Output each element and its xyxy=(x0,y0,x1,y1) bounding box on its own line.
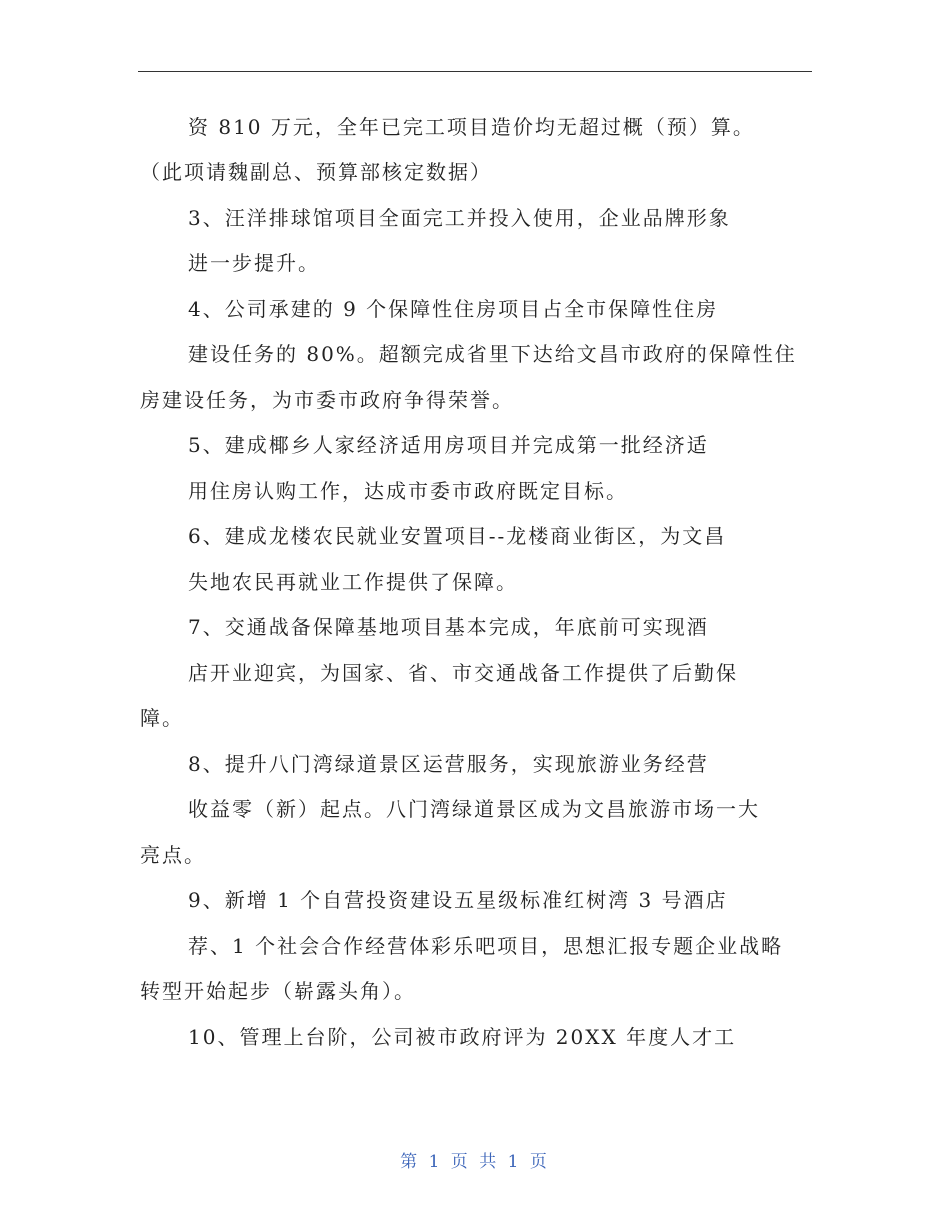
text-line: 用住房认购工作，达成市委市政府既定目标。 xyxy=(188,479,628,503)
text-line: 失地农民再就业工作提供了保障。 xyxy=(188,570,518,594)
header-rule xyxy=(138,71,812,72)
text-line: （此项请魏副总、预算部核定数据） xyxy=(140,160,492,184)
text-line: 建设任务的 80%。超额完成省里下达给文昌市政府的保障性住 xyxy=(188,342,797,366)
text-line: 房建设任务，为市委市政府争得荣誉。 xyxy=(140,388,514,412)
text-line: 转型开始起步（崭露头角）。 xyxy=(140,979,416,1003)
text-line: 5、建成椰乡人家经济适用房项目并完成第一批经济适 xyxy=(188,433,709,457)
text-line: 荐、1 个社会合作经营体彩乐吧项目，思想汇报专题企业战略 xyxy=(188,934,784,958)
text-line: 资 810 万元，全年已完工项目造价均无超过概（预）算。 xyxy=(188,115,755,139)
page-number-footer: 第 1 页 共 1 页 xyxy=(400,1152,550,1172)
text-line: 亮点。 xyxy=(140,843,206,867)
text-line: 3、汪洋排球馆项目全面完工并投入使用，企业品牌形象 xyxy=(188,206,731,230)
text-line: 进一步提升。 xyxy=(188,251,320,275)
text-line: 收益零（新）起点。八门湾绿道景区成为文昌旅游市场一大 xyxy=(188,797,760,821)
text-line: 8、提升八门湾绿道景区运营服务，实现旅游业务经营 xyxy=(188,752,709,776)
text-line: 7、交通战备保障基地项目基本完成，年底前可实现酒 xyxy=(188,615,709,639)
text-line: 障。 xyxy=(140,706,184,730)
text-line: 9、新增 1 个自营投资建设五星级标准红树湾 3 号酒店 xyxy=(188,888,728,912)
text-line: 4、公司承建的 9 个保障性住房项目占全市保障性住房 xyxy=(188,297,719,321)
text-line: 6、建成龙楼农民就业安置项目--龙楼商业街区，为文昌 xyxy=(188,524,727,548)
text-line: 10、管理上台阶，公司被市政府评为 20XX 年度人才工 xyxy=(188,1025,737,1049)
text-line: 店开业迎宾，为国家、省、市交通战备工作提供了后勤保 xyxy=(188,661,738,685)
